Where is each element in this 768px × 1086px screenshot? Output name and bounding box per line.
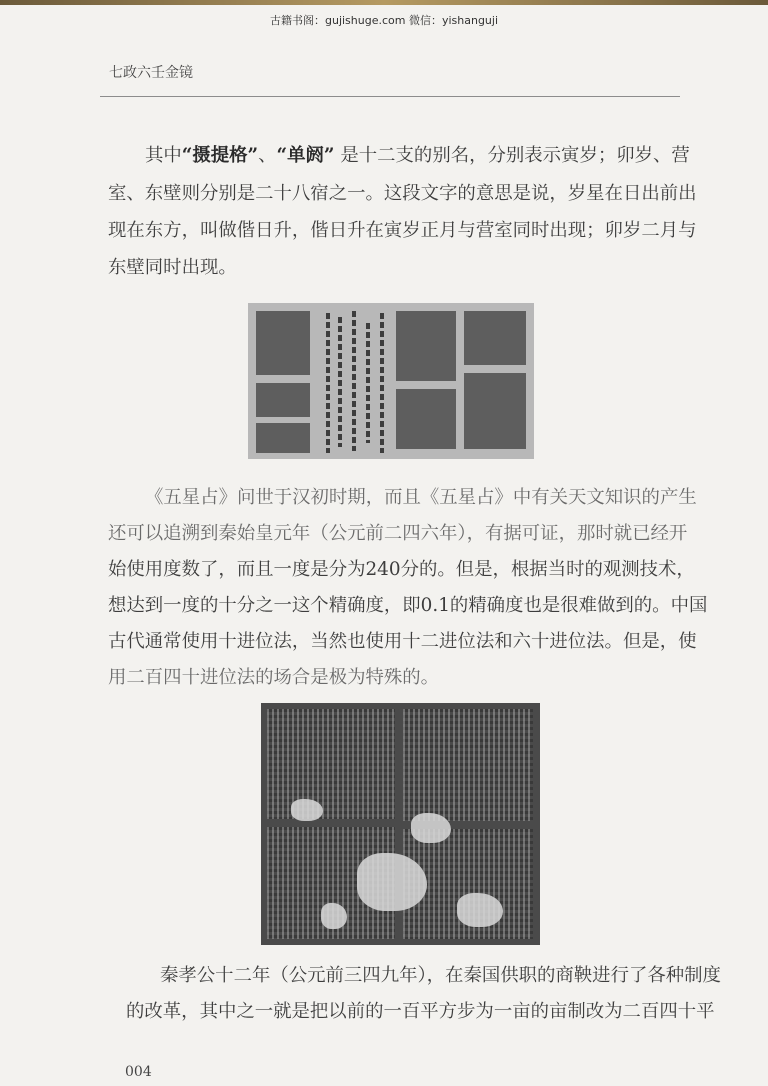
separator: 、: [258, 145, 277, 166]
text-prefix: 其中: [145, 145, 182, 166]
term-dan-e: “单阏”: [276, 145, 335, 166]
paragraph-2-line-3: 始使用度数了，而且一度是分为240分的。但是，根据当时的观测技术，: [108, 559, 695, 580]
running-title: 七政六壬金镜: [109, 65, 193, 81]
silk-manuscript-photo-2: [261, 703, 540, 945]
page-number: 004: [125, 1064, 152, 1080]
paragraph-1-line-3: 现在东方，叫做偕日升，偕日升在寅岁正月与营室同时出现；卯岁二月与: [108, 220, 697, 241]
header-rule: [100, 96, 680, 97]
paragraph-1-line-1: [145, 147, 690, 165]
text-suffix: 是十二支的别名，分别表示寅岁；卯岁、营: [340, 145, 690, 166]
paragraph-2-line-2: 还可以追溯到秦始皇元年（公元前二四六年），有据可证，那时就已经开: [108, 523, 688, 544]
silk-manuscript-photo-1: [248, 303, 534, 459]
paragraph-1-line-4: 东壁同时出现。: [108, 257, 237, 278]
term-sheti-ge: “摄提格”: [181, 145, 259, 166]
paragraph-2-line-4: 想达到一度的十分之一这个精确度，即0.1的精确度也是很难做到的。中国: [108, 595, 708, 616]
paragraph-1-line-2: 室、东壁则分别是二十八宿之一。这段文字的意思是说，岁星在日出前出: [108, 183, 697, 204]
paragraph-3-line-2: 的改革，其中之一就是把以前的一百平方步为一亩的亩制改为二百四十平: [126, 1001, 715, 1022]
top-border-bar: [0, 0, 768, 5]
paragraph-2-line-5: 古代通常使用十进位法，当然也使用十二进位法和六十进位法。但是，使: [108, 631, 697, 652]
paragraph-2-line-6: 用二百四十进位法的场合是极为特殊的。: [108, 667, 440, 688]
paragraph-3-line-1: 秦孝公十二年（公元前三四九年），在秦国供职的商鞅进行了各种制度: [160, 965, 721, 986]
paragraph-2-line-1: 《五星占》问世于汉初时期，而且《五星占》中有关天文知识的产生: [145, 487, 697, 508]
watermark: 古籍书阁：gujishuge.com 微信：yishanguji: [269, 14, 499, 27]
